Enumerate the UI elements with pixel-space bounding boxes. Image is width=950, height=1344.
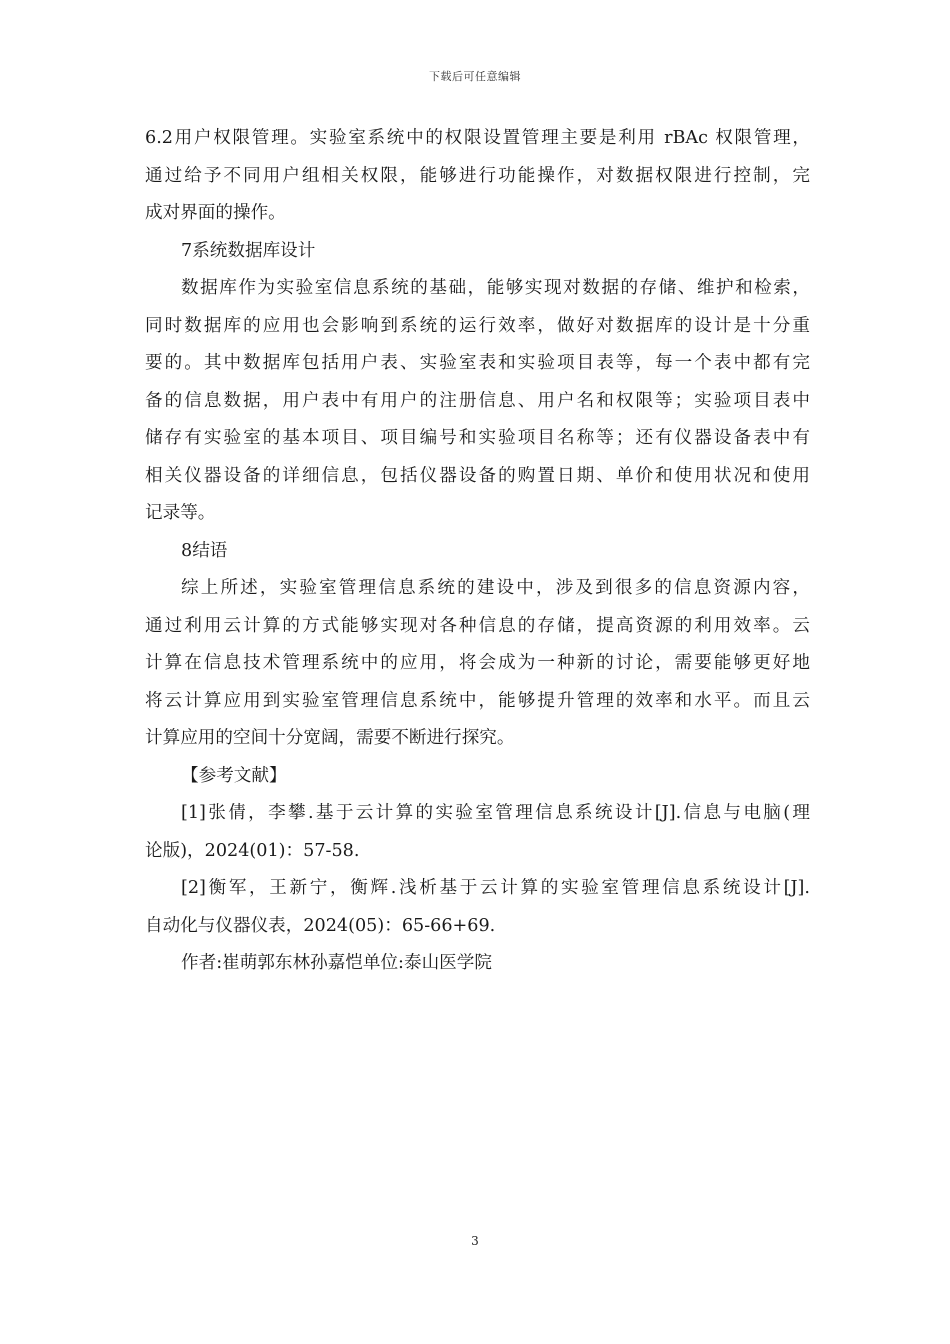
text-line: 储存有实验室的基本项目、项目编号和实验项目名称等；还有仪器设备表中有 (145, 428, 810, 448)
text-line: 备的信息数据，用户表中有用户的注册信息、用户名和权限等；实验项目表中 (145, 390, 810, 411)
text-line: 要的。其中数据库包括用户表、实验室表和实验项目表等，每一个表中都有完 (145, 353, 810, 373)
page-header: 下载后可任意编辑 (429, 70, 521, 83)
text-line: 计算在信息技术管理系统中的应用，将会成为一种新的讨论，需要能够更好地 (145, 653, 810, 673)
text-line: 成对界面的操作。 (145, 203, 286, 223)
references-heading: 【参考文献】 (181, 765, 287, 786)
reference-item: [1]张倩，李攀.基于云计算的实验室管理信息系统设计[J].信息与电脑(理 (181, 803, 810, 823)
text-line: 记录等。 (145, 503, 216, 523)
author-line: 作者:崔萌郭东林孙嘉恺单位:泰山医学院 (181, 953, 492, 973)
text-line: 同时数据库的应用也会影响到系统的运行效率，做好对数据库的设计是十分重 (145, 315, 810, 336)
section-heading: 7系统数据库设计 (181, 240, 316, 261)
reference-item: [2]衡军，王新宁，衡辉.浅析基于云计算的实验室管理信息系统设计[J]. (181, 878, 810, 898)
page-number: 3 (471, 1234, 479, 1248)
document-body (145, 120, 810, 983)
section-heading: 8结语 (181, 540, 228, 561)
reference-item-continued: 论版)，2024(01)：57-58. (145, 840, 360, 861)
text-line: 将云计算应用到实验室管理信息系统中，能够提升管理的效率和水平。而且云 (145, 690, 810, 711)
text-line: 相关仪器设备的详细信息，包括仪器设备的购置日期、单价和使用状况和使用 (145, 465, 810, 486)
text-line: 计算应用的空间十分宽阔，需要不断进行探究。 (145, 728, 515, 748)
reference-item-continued: 自动化与仪器仪表，2024(05)：65-66+69. (145, 915, 496, 936)
text-line: 通过给予不同用户组相关权限，能够进行功能操作，对数据权限进行控制，完 (145, 165, 810, 186)
text-line: 6.2用户权限管理。实验室系统中的权限设置管理主要是利用 rBAc 权限管理， (145, 128, 810, 148)
text-line: 综上所述，实验室管理信息系统的建设中，涉及到很多的信息资源内容， (181, 578, 810, 598)
text-line: 数据库作为实验室信息系统的基础，能够实现对数据的存储、维护和检索， (181, 278, 810, 298)
text-line: 通过利用云计算的方式能够实现对各种信息的存储，提高资源的利用效率。云 (145, 615, 810, 636)
